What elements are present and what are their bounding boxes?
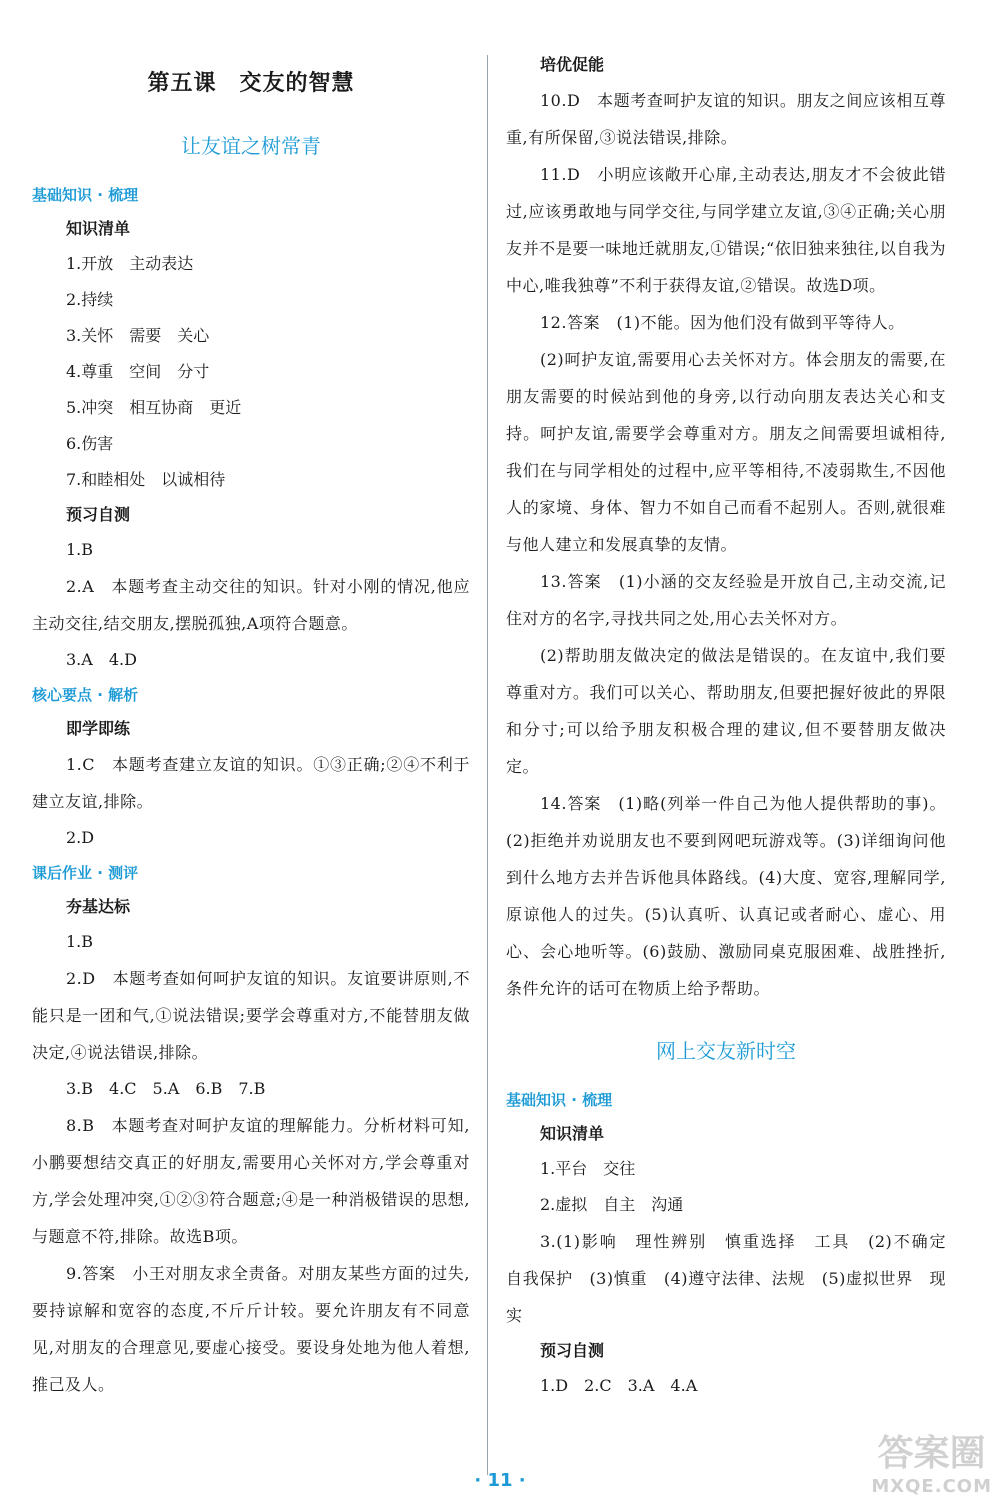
answer-line: 1.B [66, 540, 94, 559]
left-column [32, 48, 470, 1403]
answer-line: 2.虚拟 自主 沟通 [540, 1195, 684, 1214]
subheading: 预习自测 [540, 1341, 605, 1360]
subheading: 即学即练 [66, 719, 131, 738]
category-heading: 基础知识 · 梳理 [32, 186, 139, 204]
column-divider [487, 55, 488, 1475]
page-number: · 11 · [474, 1470, 526, 1491]
answer-line: 1.平台 交往 [540, 1159, 636, 1178]
answer-paragraph: 9.答案 小王对朋友求全责备。对朋友某些方面的过失,要持谅解和宽容的态度,不斤斤计较。要允许朋友有不同意见,对朋友的合理意见,要虚心接受。要设身处地为他人着想,推己及人。 [32, 1264, 470, 1394]
answer-paragraph: (2)呵护友谊,需要用心去关怀对方。体会朋友的需要,在朋友需要的时候站到他的身旁,以行动向朋友表达关心和支持。呵护友谊,需要学会尊重对方。朋友之间需要坦诚相待,我们在与同学相处的过程中,应平等相待,不凌弱欺生,不因他人的家境、身体、智力不如自己而看不起别人。否则,就很难与他人建立和发展真挚的友情。 [506, 350, 946, 554]
answer-paragraph: (2)帮助朋友做决定的做法是错误的。在友谊中,我们要尊重对方。我们可以关心、帮助朋友,但要把握好彼此的界限和分寸;可以给予朋友积极合理的建议,但不要替朋友做决定。 [506, 646, 946, 776]
answer-line: 1.开放 主动表达 [66, 254, 194, 273]
answer-line: 3.B 4.C 5.A 6.B 7.B [66, 1079, 266, 1098]
answer-line: 3.A 4.D [66, 650, 137, 669]
answer-paragraph: 10.D 本题考查呵护友谊的知识。朋友之间应该相互尊重,有所保留,③说法错误,排除。 [506, 91, 946, 147]
answer-paragraph: 2.A 本题考查主动交往的知识。针对小刚的情况,他应主动交往,结交朋友,摆脱孤独,A项符合题意。 [32, 577, 470, 633]
answer-line: 5.冲突 相互协商 更近 [66, 398, 242, 417]
answer-line: 1.B [66, 932, 94, 951]
subheading: 预习自测 [66, 505, 131, 524]
answer-line: 2.D [66, 828, 95, 847]
answer-paragraph: 8.B 本题考查对呵护友谊的理解能力。分析材料可知,小鹏要想结交真正的好朋友,需要用心关怀对方,学会尊重对方,学会处理冲突,①②③符合题意;④是一种消极错误的思想,与题意不符,排除。故选B项。 [32, 1116, 470, 1246]
answer-paragraph: 14.答案 (1)略(列举一件自己为他人提供帮助的事)。(2)拒绝并劝说朋友也不要到网吧玩游戏等。(3)详细询问他到什么地方去并告诉他具体路线。(4)大度、宽容,理解同学,原谅他人的过失。(5)认真听、认真记或者耐心、虚心、用心、会心地听等。(6)鼓励、激励同桌克服困难、战胜挫折,条件允许的话可在物质上给予帮助。 [506, 794, 946, 998]
answer-paragraph: 13.答案 (1)小涵的交友经验是开放自己,主动交流,记住对方的名字,寻找共同之处,用心去关怀对方。 [506, 572, 946, 628]
answer-line: 6.伤害 [66, 434, 114, 453]
subheading: 知识清单 [66, 219, 131, 238]
answer-paragraph: 1.C 本题考查建立友谊的知识。①③正确;②④不利于建立友谊,排除。 [32, 755, 470, 811]
answer-line: 7.和睦相处 以诚相待 [66, 470, 226, 489]
watermark-logo [871, 1425, 992, 1497]
answer-line: 1.D 2.C 3.A 4.A [540, 1376, 698, 1395]
left-column-body [32, 178, 470, 1403]
subheading: 夯基达标 [66, 897, 131, 916]
lesson-title: 第五课 交友的智慧 [147, 71, 355, 96]
right-column-body [506, 48, 963, 1404]
answer-line: 4.尊重 空间 分寸 [66, 362, 210, 381]
answer-paragraph: 2.D 本题考查如何呵护友谊的知识。友谊要讲原则,不能只是一团和气,①说法错误;要学会尊重对方,不能替朋友做决定,④说法错误,排除。 [32, 969, 470, 1062]
subheading: 培优促能 [540, 55, 605, 74]
category-heading: 课后作业 · 测评 [32, 864, 139, 882]
subheading: 知识清单 [540, 1124, 605, 1143]
section-title: 网上交友新时空 [656, 1039, 796, 1063]
category-heading: 基础知识 · 梳理 [506, 1091, 613, 1109]
answer-paragraph: 11.D 小明应该敞开心扉,主动表达,朋友才不会彼此错过,应该勇敢地与同学交往,与同学建立友谊,③④正确;关心朋友并不是要一味地迁就朋友,①错误;“依旧独来独往,以自我为中心,唯我独尊”不利于获得友谊,②错误。故选D项。 [506, 165, 946, 295]
answer-line: 2.持续 [66, 290, 114, 309]
section-title-friendship-tree: 让友谊之树常青 [181, 134, 321, 158]
right-column [506, 48, 963, 1404]
watermark-glyph: 答案圈 [877, 1433, 986, 1474]
answer-line: 3.关怀 需要 关心 [66, 326, 210, 345]
answer-paragraph: 3.(1)影响 理性辨别 慎重选择 工具 (2)不确定 自我保护 (3)慎重 (4)遵守法律、法规 (5)虚拟世界 现实 [506, 1232, 963, 1325]
answer-paragraph: 12.答案 (1)不能。因为他们没有做到平等待人。 [540, 313, 905, 332]
watermark-text: MXQE.COM [871, 1476, 992, 1497]
category-heading: 核心要点 · 解析 [32, 686, 139, 704]
